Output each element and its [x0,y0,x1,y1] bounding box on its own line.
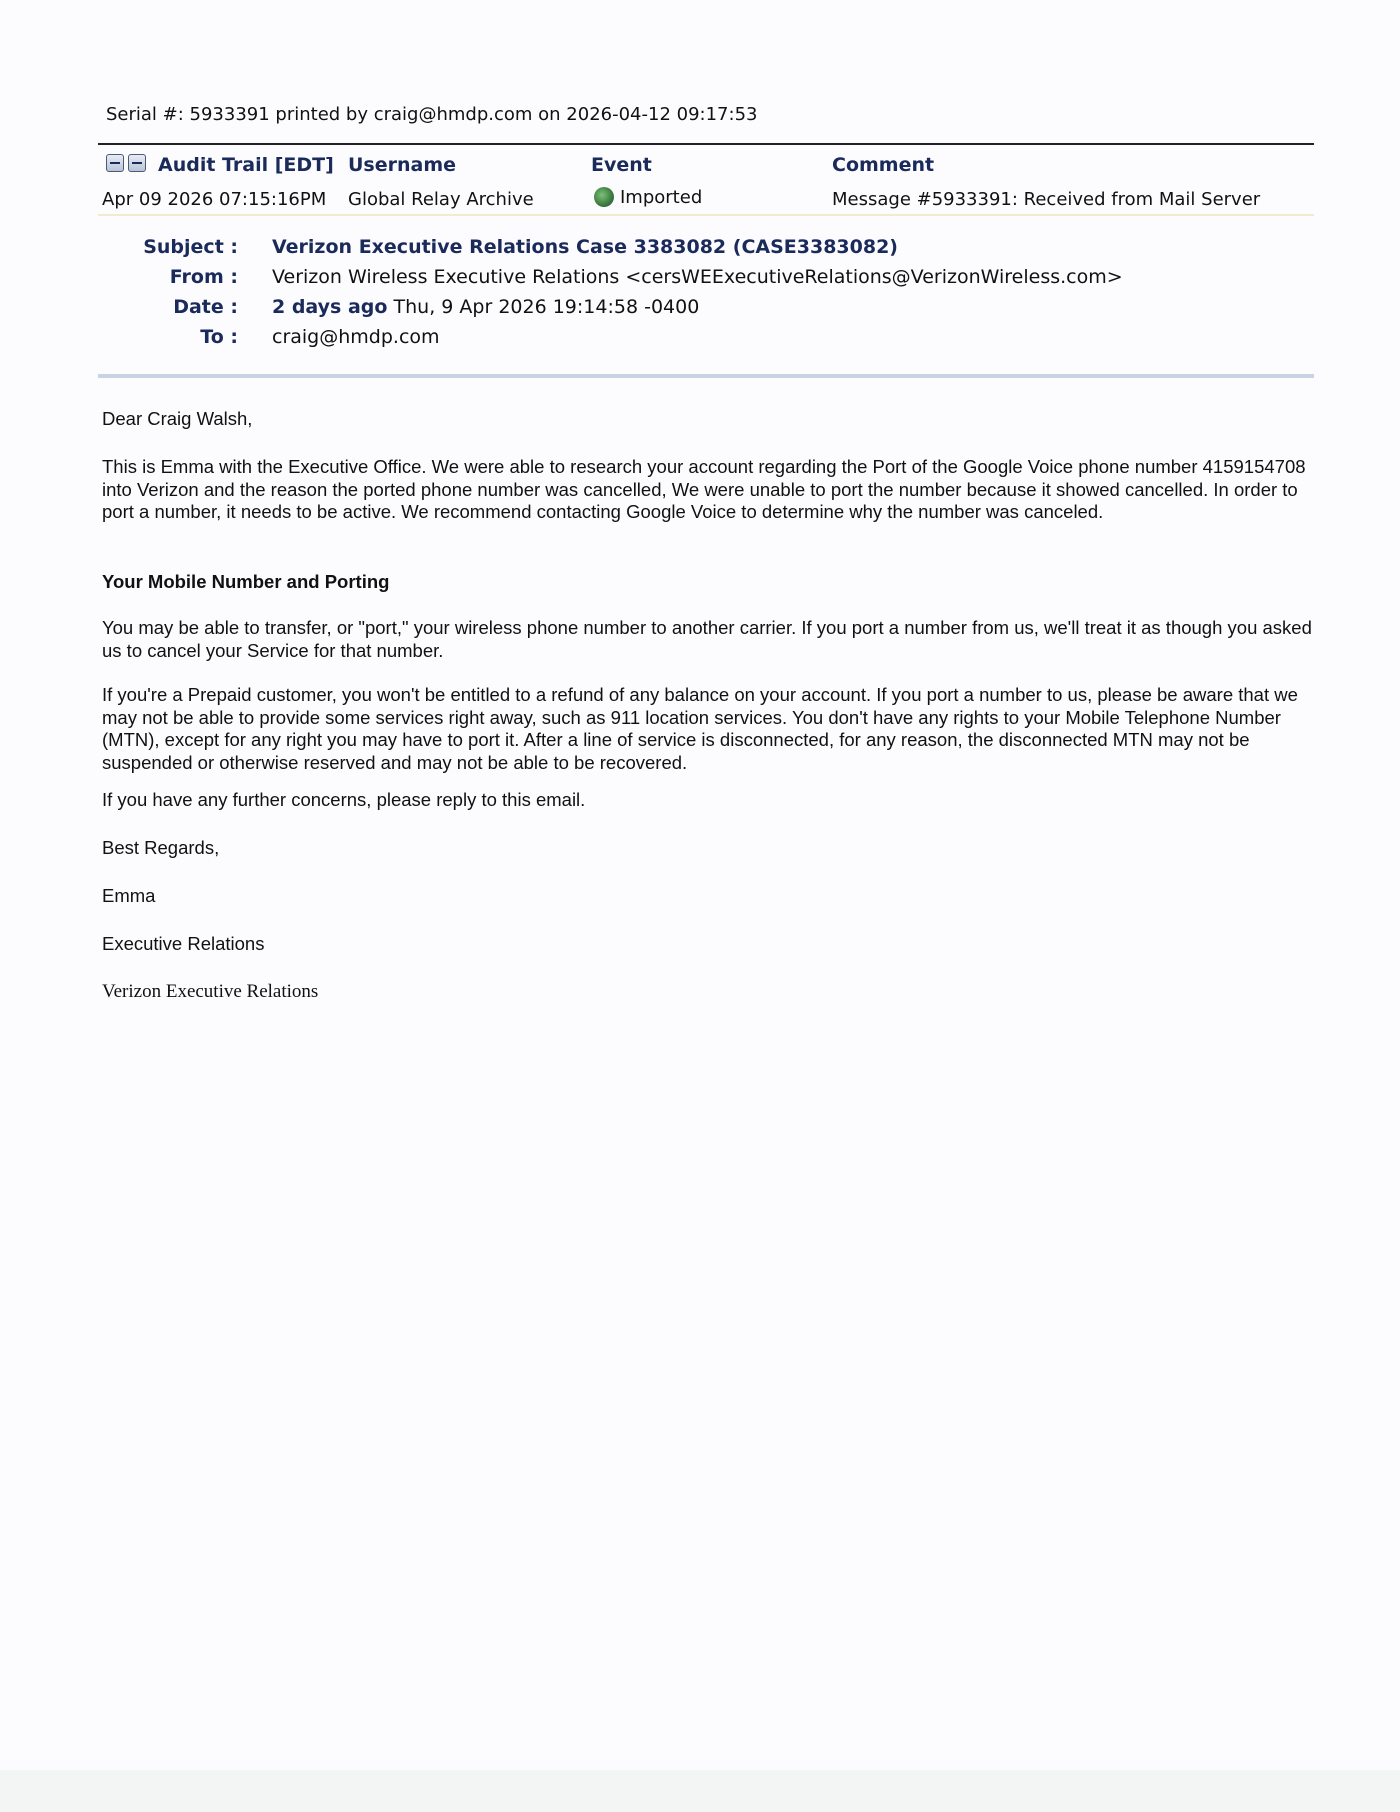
header-divider [98,374,1314,378]
column-header-username: Username [348,154,457,176]
audit-toggle-group [106,154,146,172]
date-absolute: Thu, 9 Apr 2026 19:14:58 -0400 [393,296,700,318]
subject-label: Subject : [143,236,238,258]
page-bottom-margin [0,1770,1400,1812]
audit-event-label: Imported [620,187,703,208]
audit-timestamp: Apr 09 2026 07:15:16PM [102,189,327,210]
email-paragraph-4: If you have any further concerns, please reply to this email. [102,789,586,810]
from-label: From : [169,266,238,288]
email-greeting: Dear Craig Walsh, [102,408,253,429]
email-date [272,296,699,318]
email-subject: Verizon Executive Relations Case 3383082 (CASE3383082) [272,236,898,258]
date-relative: 2 days ago [272,296,388,318]
collapse-all-icon[interactable] [128,154,146,172]
signature-name: Emma [102,885,156,906]
date-label: Date : [173,296,238,318]
email-paragraph-3: If you're a Prepaid customer, you won't be entitled to a refund of any balance on your account. If you port a number to us, please be aware that we may not be able to provide some services right away, such as 911 location services. You don't have any rights to your Mobile Telephone Number (MTN), except for any right you may have to port it. After a line of service is disconnected, for any reason, the disconnected MTN may not be suspended or otherwise reserved and may not be able to be recovered. [102,684,1298,773]
print-serial-line: Serial #: 5933391 printed by craig@hmdp.com on 2026-04-12 09:17:53 [106,104,758,125]
audit-trail-header [0,152,1400,182]
email-paragraph-1: This is Emma with the Executive Office. We were able to research your account regarding the Port of the Google Voice phone number 4159154708 into Verizon and the reason the ported phone number was cancelled, We were unable to port the number because it showed cancelled. In order to port a number, it needs to be active. We recommend contacting Google Voice to determine why the number was canceled. [102,456,1306,522]
signature-org: Verizon Executive Relations [102,981,319,1002]
audit-trail-row [0,187,1400,215]
collapse-icon[interactable] [106,154,124,172]
to-label: To : [200,326,238,348]
signature-title: Executive Relations [102,933,265,954]
top-divider [98,143,1314,145]
audit-divider [98,214,1314,216]
column-header-comment: Comment [832,154,935,176]
email-from: Verizon Wireless Executive Relations <cersWEExecutiveRelations@VerizonWireless.com> [272,266,1123,288]
email-section-heading: Your Mobile Number and Porting [102,571,390,592]
column-header-event: Event [591,154,652,176]
email-closing: Best Regards, [102,837,220,858]
audit-trail-title: Audit Trail [EDT] [158,154,334,176]
audit-event [594,187,702,208]
imported-globe-icon [594,187,614,207]
audit-username: Global Relay Archive [348,189,534,210]
email-paragraph-2: You may be able to transfer, or "port," your wireless phone number to another carrier. If you port a number from us, we'll treat it as though you asked us to cancel your Service for that number. [102,617,1312,661]
email-to: craig@hmdp.com [272,326,440,348]
audit-comment: Message #5933391: Received from Mail Server [832,189,1261,210]
